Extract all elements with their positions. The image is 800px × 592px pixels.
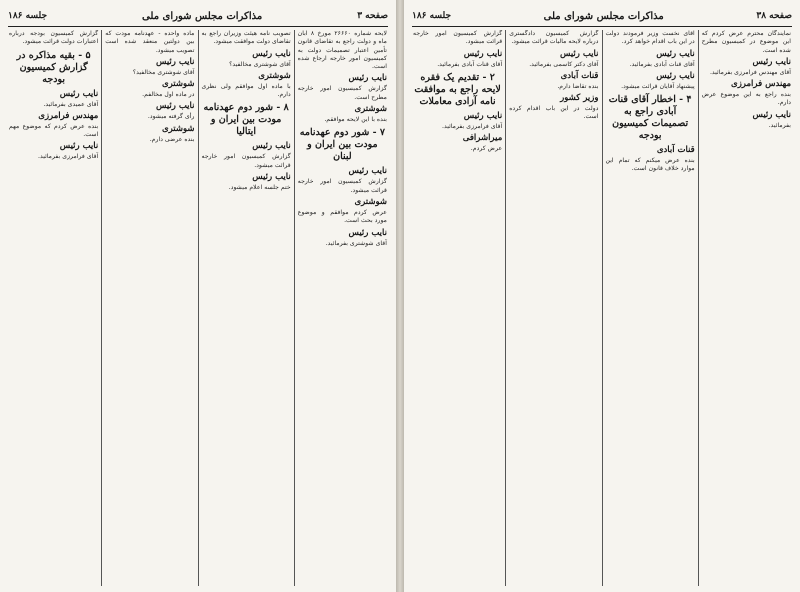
speaker-name: قنات آبادی (560, 70, 599, 81)
paragraph: ختم جلسه اعلام میشود. (228, 184, 291, 192)
page-number: صفحه ۳۸ (756, 11, 792, 21)
section-heading: ۴ - اخطار آقای قنات آبادی راجع به تصمیمات کمیسیون بودجه (608, 94, 692, 142)
speaker-name: نایب رئیس (348, 166, 387, 177)
paragraph: بنده عرض کردم که موضوع مهم است. (9, 122, 99, 139)
speaker-name: نایب رئیس (656, 70, 695, 81)
right-page (404, 0, 800, 592)
paragraph: بفرمائید. (768, 121, 791, 129)
paragraph: آقای عمیدی بفرمائید. (43, 100, 99, 108)
book-gutter (396, 0, 404, 592)
paragraph: بنده تقاضا دارم. (557, 82, 599, 90)
paragraph: آقای قنات آبادی بفرمائید. (437, 60, 503, 68)
paragraph: آقای قنات آبادی بفرمائید. (629, 60, 695, 68)
page-number: صفحه ۳ (357, 11, 388, 21)
text-column (102, 30, 198, 586)
paragraph: بنده عرض میکنم که تمام این موارد خلاف قانون است. (605, 157, 695, 173)
paragraph: گزارش کمیسیون امور خارجه قرائت میشود. (413, 30, 503, 46)
section-heading: ۸ - شور دوم عهدنامه مودت بین ایران و ایتالیا (203, 102, 289, 138)
speaker-name: مهندس فرامرزی (38, 110, 99, 121)
speaker-name: میراشرافی (462, 133, 503, 144)
paragraph: پیشنهاد آقایان قرائت میشود. (621, 82, 695, 90)
speaker-name: وزیر کشور (560, 93, 599, 104)
speaker-name: نایب رئیس (560, 48, 599, 59)
paragraph: آقای شوشتری مخالفید؟ (132, 68, 195, 76)
paragraph: گزارش کمیسیون امور خارجه قرائت میشود. (297, 178, 387, 194)
speaker-name: نایب رئیس (252, 141, 291, 152)
speaker-name: نایب رئیس (252, 48, 291, 59)
speaker-name: شوشتری (354, 196, 387, 207)
paragraph: آقای فرامرزی بفرمائید. (37, 153, 99, 161)
speaker-name: نایب رئیس (59, 88, 99, 99)
speaker-name: شوشتری (161, 123, 195, 134)
speaker-name: نایب رئیس (752, 109, 791, 120)
speaker-name: شوشتری (161, 79, 195, 90)
paragraph: تصویب نامه هیئت وزیران راجع به تقاضای دولت موافقت میشود. (201, 30, 291, 46)
paragraph: بنده با این لایحه موافقم. (324, 116, 387, 124)
speaker-name: قنات آبادی (656, 145, 695, 156)
paragraph: آقای نخست وزیر فرمودند دولت در این باب اقدام خواهد کرد. (605, 30, 695, 46)
speaker-name: نایب رئیس (156, 101, 195, 112)
paragraph: آقای دکتر کاسمی بفرمائید. (529, 60, 599, 68)
paragraph: آقای مهندس فرامرزی بفرمائید. (709, 68, 791, 76)
text-column (6, 30, 102, 586)
speaker-name: نایب رئیس (656, 48, 695, 59)
right-page-columns (410, 30, 794, 586)
paragraph: رأی گرفته میشود. (147, 113, 195, 121)
paragraph: عرض کردم. (470, 145, 503, 153)
speaker-name: شوشتری (354, 104, 387, 115)
text-column (699, 30, 794, 586)
paragraph: لایحه شماره ۲۶۶۶۰ مورخ ۸ آبان ماه و دولت راجع به تقاضای قانون تأمین اعتبار تصمیمات دولت به کمیسیون امور خارجه ارجاع شده است. (297, 30, 387, 71)
paragraph: آقای فرامرزی بفرمائید. (441, 122, 503, 130)
paragraph: گزارش کمیسیون امور خارجه قرائت میشود. (201, 153, 291, 169)
paragraph: گزارش کمیسیون دادگستری درباره لایحه مالیات قرائت میشود. (509, 30, 599, 46)
speaker-name: نایب رئیس (156, 56, 195, 67)
paragraph: ماده واحده - عهدنامه مودت که بین دولتین منعقد شده است تصویب میشود. (105, 30, 195, 54)
speaker-name: نایب رئیس (463, 110, 503, 121)
speaker-name: نایب رئیس (752, 56, 791, 67)
paragraph: دولت در این باب اقدام کرده است. (509, 105, 599, 121)
session-number: جلسه ۱۸۶ (412, 11, 452, 21)
speaker-name: نایب رئیس (348, 227, 387, 238)
paragraph: بنده عرضی دارم. (149, 135, 195, 143)
section-heading: ۲ - تقدیم یک فقره لایحه راجع به موافقت نامه آزادی معاملات (414, 71, 501, 107)
speaker-name: نایب رئیس (59, 141, 99, 152)
paragraph: بنده راجع به این موضوع عرض دارم. (701, 91, 791, 107)
left-page-columns (6, 30, 390, 586)
left-page (0, 0, 396, 592)
session-number: جلسه ۱۸۶ (8, 11, 48, 21)
paragraph: در ماده اول مخالفم. (142, 91, 195, 99)
paragraph: آقای شوشتری بفرمائید. (325, 239, 387, 247)
paragraph: آقای شوشتری مخالفید؟ (229, 60, 291, 68)
speaker-name: مهندس فرامرزی (731, 79, 791, 90)
text-column (295, 30, 390, 586)
paragraph: گزارش کمیسیون امور خارجه مطرح است. (297, 85, 387, 101)
right-page-header (412, 6, 792, 27)
paragraph: عرض کردم موافقم و موضوع مورد بحث است. (297, 208, 387, 225)
text-column (199, 30, 295, 586)
page-title: مذاکرات مجلس شورای ملی (543, 10, 664, 22)
text-column (603, 30, 699, 586)
paragraph: نمایندگان محترم عرض کردم که این موضوع در کمیسیون مطرح شده است. (701, 30, 791, 54)
page-title: مذاکرات مجلس شورای ملی (142, 10, 263, 22)
section-heading: ۷ - شور دوم عهدنامه مودت بین ایران و لبنان (299, 127, 385, 163)
speaker-name: نایب رئیس (348, 73, 387, 84)
speaker-name: شوشتری (258, 70, 291, 81)
text-column (506, 30, 602, 586)
text-column (410, 30, 506, 586)
speaker-name: نایب رئیس (252, 172, 291, 183)
speaker-name: نایب رئیس (463, 48, 503, 59)
section-heading: ۵ - بقیه مذاکره در گزارش کمیسیون بودجه (16, 49, 91, 85)
paragraph: گزارش کمیسیون بودجه درباره اعتبارات دولت قرائت میشود. (9, 30, 99, 46)
paragraph: با ماده اول موافقم ولی نظری دارم. (201, 82, 291, 99)
left-page-header (8, 6, 388, 27)
